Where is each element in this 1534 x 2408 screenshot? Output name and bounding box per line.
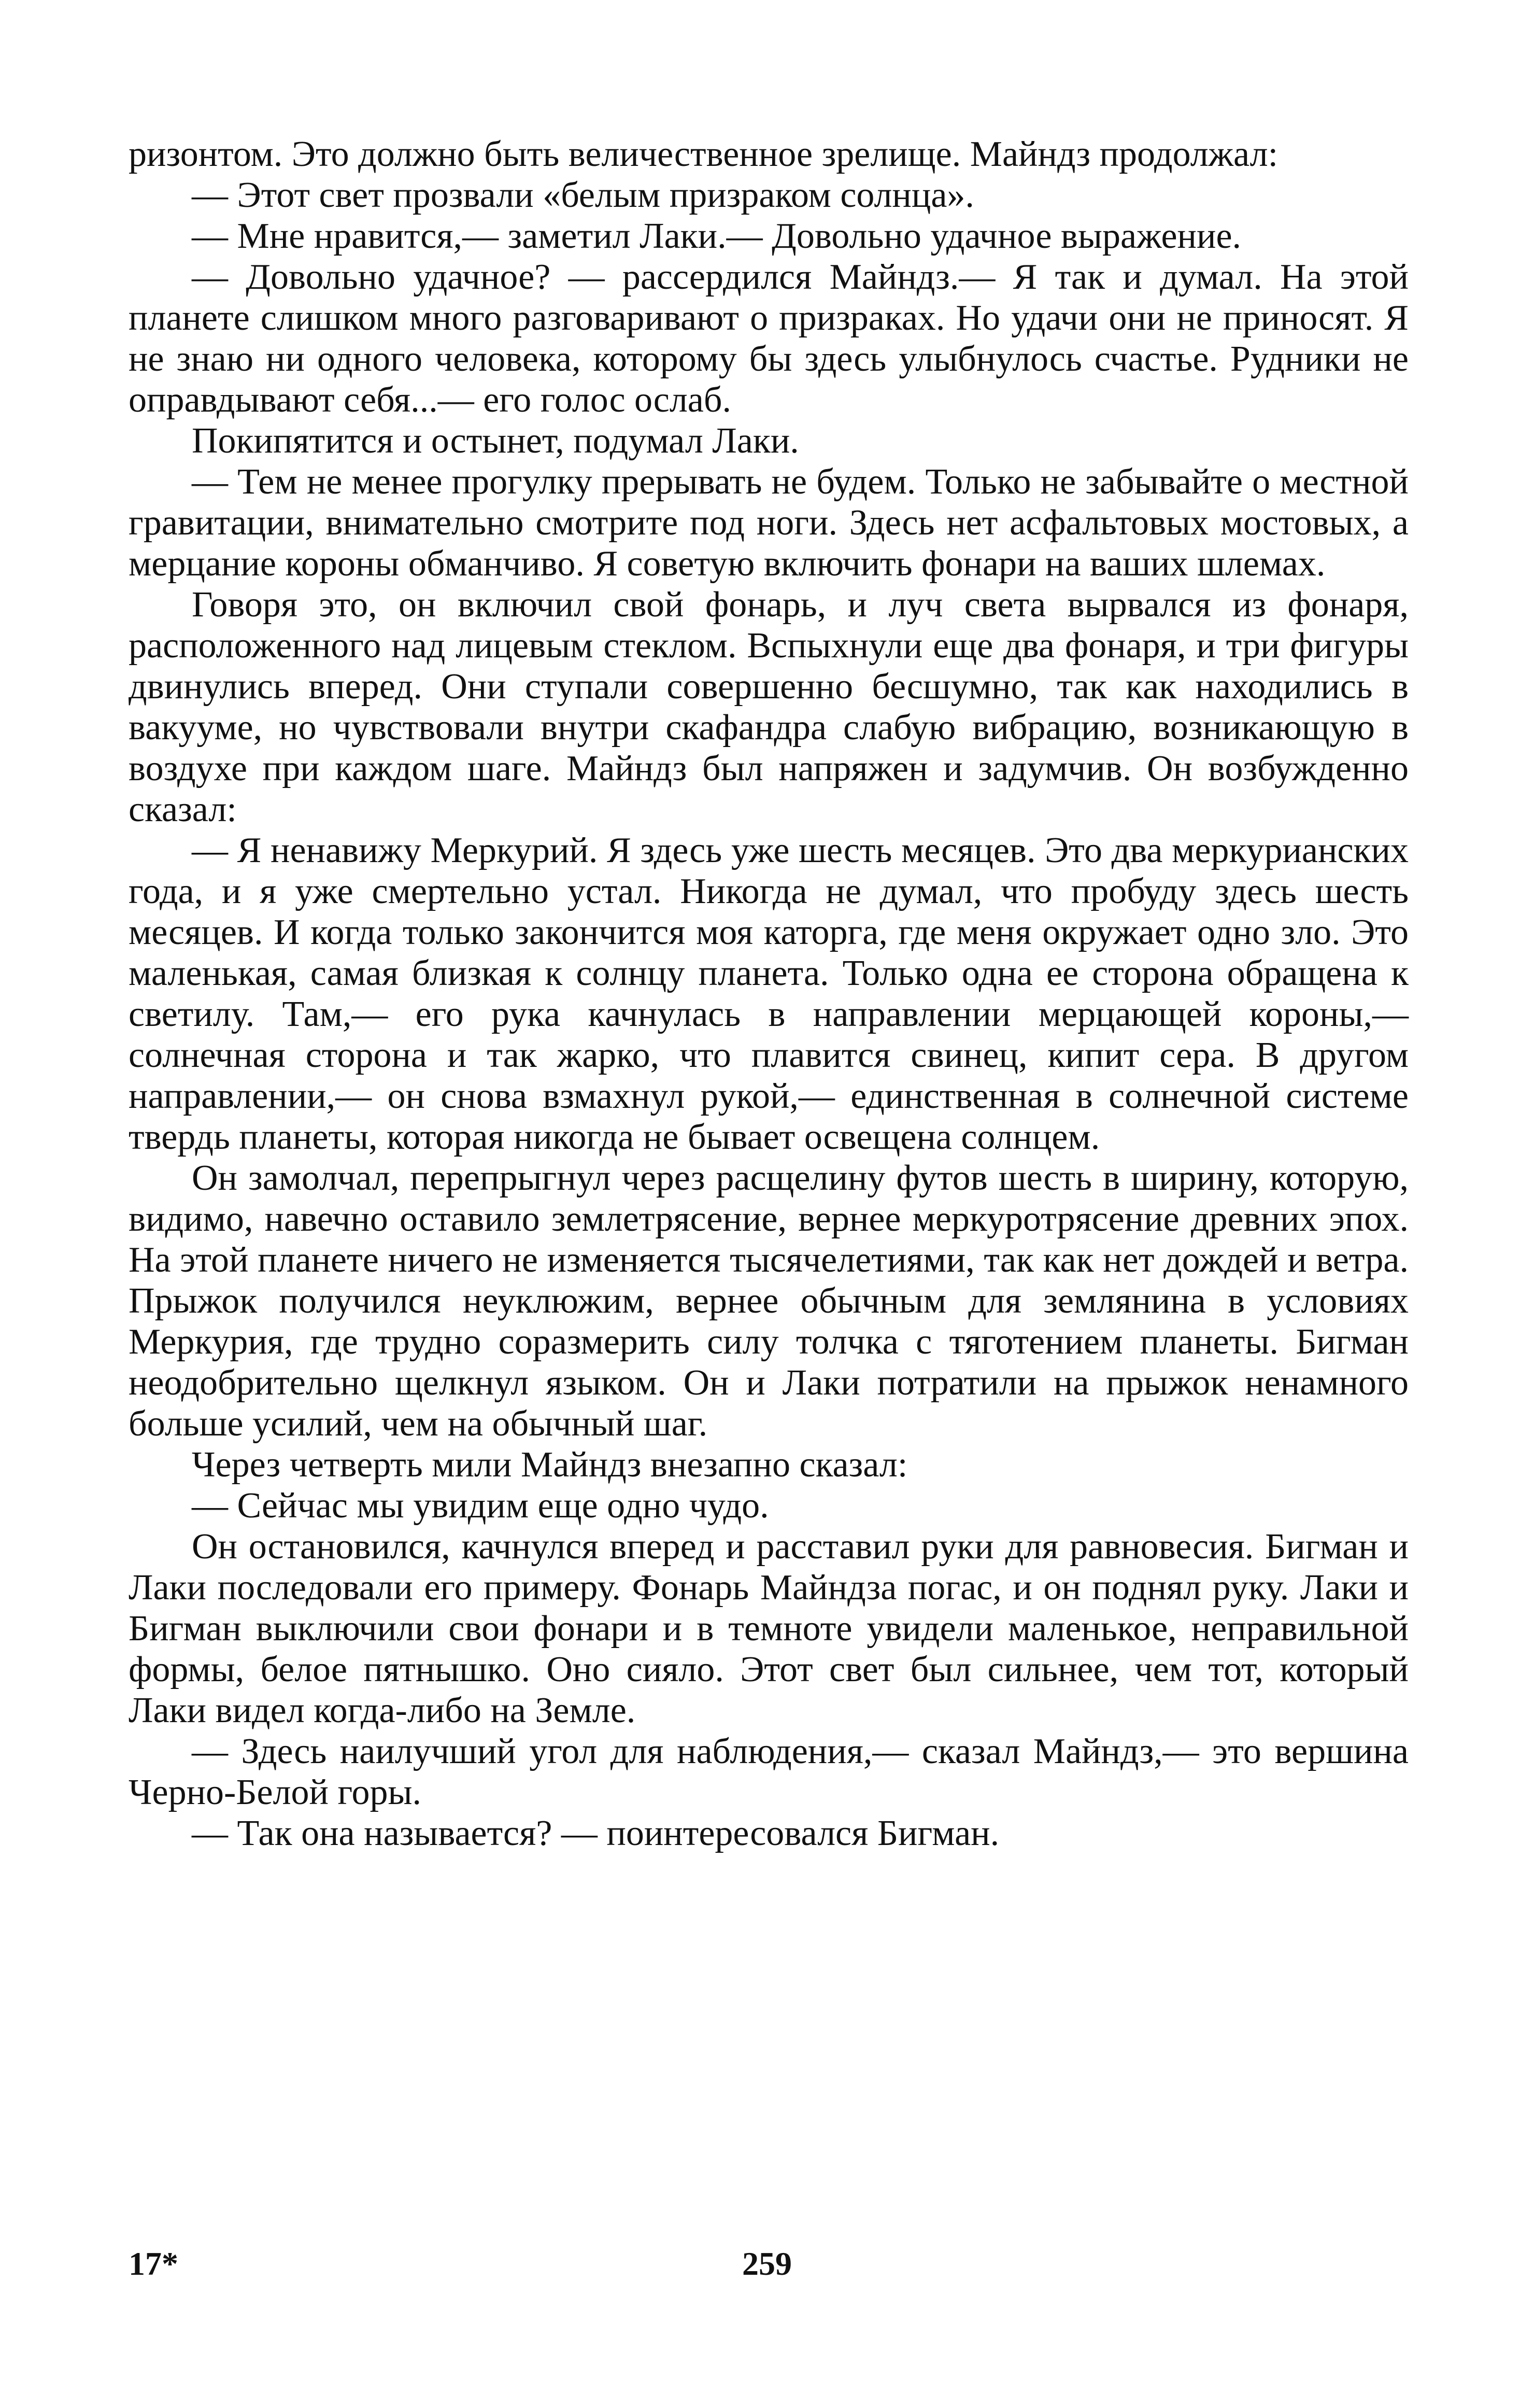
paragraph: — Довольно удачное? — рассердился Майндз.— Я так и думал. На этой планете слишком много разговаривают о призраках. Но удачи они не приносят. Я не знаю ни одного человека, которому бы здесь улыбнулось счастье. Рудники не оправдывают себя...— его голос ослаб. [129,257,1409,420]
paragraph: — Здесь наилучший угол для наблюдения,— сказал Майндз,— это вершина Черно-Белой горы. [129,1731,1409,1812]
paragraph: — Я ненавижу Меркурий. Я здесь уже шесть месяцев. Это два меркурианских года, и я уже смертельно устал. Никогда не думал, что пробуду здесь шесть месяцев. И когда только закончится моя каторга, где меня окружает одно зло. Это маленькая, самая близкая к солнцу планета. Только одна ее сторона обращена к светилу. Там,— его рука качнулась в направлении мерцающей короны,— солнечная сторона и так жарко, что плавится свинец, кипит сера. В другом направлении,— он снова взмахнул рукой,— единственная в солнечной системе твердь планеты, которая никогда не бывает освещена солнцем. [129,830,1409,1157]
page-footer [0,2245,1534,2297]
paragraph: — Этот свет прозвали «белым призраком солнца». [192,175,974,215]
paragraph: Покипятится и остынет, подумал Лаки. [192,421,799,461]
body-text [129,134,1409,1854]
paragraph: Он замолчал, перепрыгнул через расщелину футов шесть в ширину, которую, видимо, навечно оставило землетрясение, вернее меркуротрясение древних эпох. На этой планете ничего не изменяется тысячелетиями, так как нет дождей и ветра. Прыжок получился неуклюжим, вернее обычным для землянина в условиях Меркурия, где трудно соразмерить силу толчка с тяготением планеты. Бигман неодобрительно щелкнул языком. Он и Лаки потратили на прыжок ненамного больше усилий, чем на обычный шаг. [129,1158,1409,1444]
paragraph: Через четверть мили Майндз внезапно сказал: [192,1445,908,1485]
paragraph: — Так она называется? — поинтересовался Бигман. [192,1813,1000,1853]
paragraph: ризонтом. Это должно быть величественное зрелище. Майндз продолжал: [129,134,1279,174]
paragraph: Он остановился, качнулся вперед и расставил руки для равновесия. Бигман и Лаки последовали его примеру. Фонарь Майндза погас, и он поднял руку. Лаки и Бигман выключили свои фонари и в темноте увидели маленькое, неправильной формы, белое пятнышко. Оно сияло. Этот свет был сильнее, чем тот, который Лаки видел когда-либо на Земле. [129,1527,1409,1730]
paragraph: — Тем не менее прогулку прерывать не будем. Только не забывайте о местной гравитации, внимательно смотрите под ноги. Здесь нет асфальтовых мостовых, а мерцание короны обманчиво. Я советую включить фонари на ваших шлемах. [129,462,1409,584]
paragraph: — Сейчас мы увидим еще одно чудо. [192,1486,769,1526]
page-number: 259 [742,2245,792,2282]
paragraph: — Мне нравится,— заметил Лаки.— Довольно удачное выражение. [192,216,1242,256]
signature-mark: 17* [129,2245,178,2282]
paragraph: Говоря это, он включил свой фонарь, и луч света вырвался из фонаря, расположенного над лицевым стеклом. Вспыхнули еще два фонаря, и три фигуры двинулись вперед. Они ступали совершенно бесшумно, так как находились в вакууме, но чувствовали внутри скафандра слабую вибрацию, возникающую в воздухе при каждом шаге. Майндз был напряжен и задумчив. Он возбужденно сказал: [129,585,1409,829]
